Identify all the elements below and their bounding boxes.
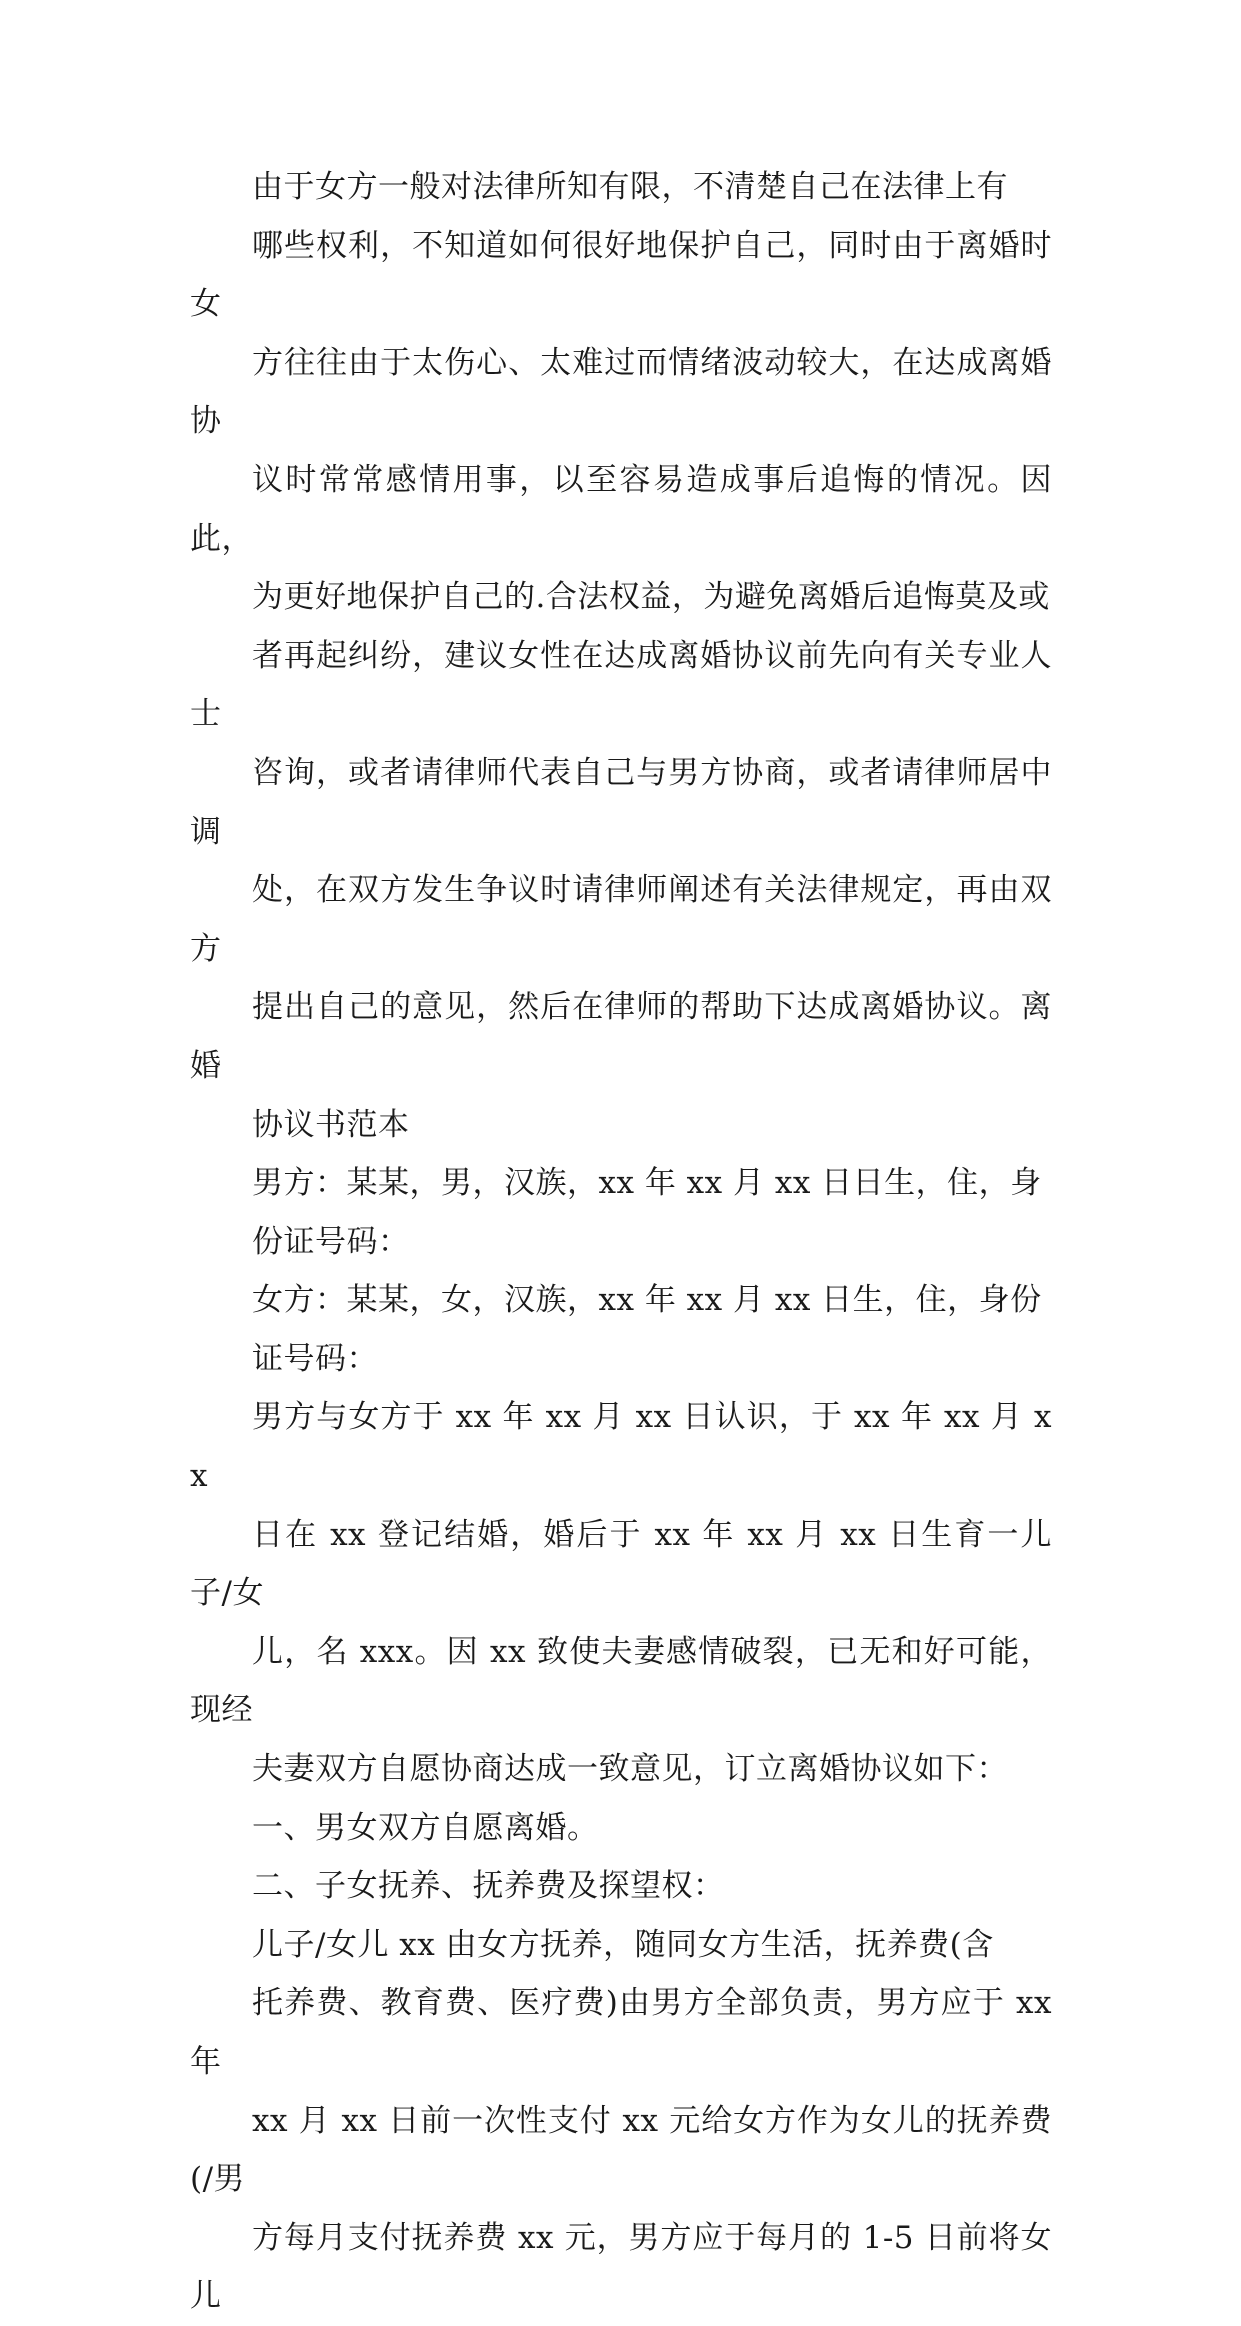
- text-line: 男方与女方于 xx 年 xx 月 xx 日认识，于 xx 年 xx 月 xx: [190, 1399, 1052, 1495]
- text-line: 由于女方一般对法律所知有限，不清楚自己在法律上有: [252, 169, 1008, 205]
- text-line: 协议书范本: [252, 1106, 410, 1143]
- text-line: 议时常常感情用事，以至容易造成事后追悔的情况。因此，: [190, 461, 1052, 557]
- text-line: 男方：某某，男，汉族，xx 年 xx 月 xx 日日生，住，身: [252, 1165, 1042, 1202]
- paragraph-male-party: [190, 1154, 1052, 1271]
- text-line: 方往往由于太伤心、太难过而情绪波动较大，在达成离婚协: [190, 344, 1052, 440]
- text-line: 二、子女抚养、抚养费及探望权：: [252, 1868, 725, 1905]
- text-line: 提出自己的意见，然后在律师的帮助下达成离婚协议。离婚: [190, 989, 1052, 1084]
- clause-one: [190, 1799, 1052, 1858]
- text-line: 处，在双方发生争议时请律师阐述有关法律规定，再由双方: [190, 872, 1052, 967]
- text-line: 方每月支付抚养费 xx 元，男方应于每月的 1-5 日前将女儿: [190, 2219, 1052, 2315]
- text-line: 者再起纠纷，建议女性在达成离婚协议前先向有关专业人士: [190, 637, 1052, 733]
- paragraph-female-party: [190, 1271, 1052, 1388]
- paragraph-marriage-facts: [190, 1388, 1052, 1798]
- text-line: xx 月 xx 日前一次性支付 xx 元给女方作为女儿的抚养费(/男: [190, 2102, 1052, 2198]
- text-line: 日在 xx 登记结婚，婚后于 xx 年 xx 月 xx 日生育一儿子/女: [190, 1516, 1052, 1612]
- text-line: 托养费、教育费、医疗费)由男方全部负责，男方应于 xx 年: [190, 1985, 1052, 2080]
- text-line: 咨询，或者请律师代表自己与男方协商，或者请律师居中调: [190, 754, 1052, 850]
- text-line: 为更好地保护自己的.合法权益，为避免离婚后追悔莫及或: [252, 579, 1050, 616]
- text-line: 一、男女双方自愿离婚。: [252, 1809, 599, 1846]
- document-body: [190, 158, 1052, 2326]
- text-line: 份证号码：: [252, 1223, 410, 1260]
- text-line: 哪些权利，不知道如何很好地保护自己，同时由于离婚时女: [190, 227, 1052, 323]
- text-line: 夫妻双方自愿协商达成一致意见，订立离婚协议如下：: [252, 1751, 1008, 1788]
- text-line: 证号码：: [252, 1340, 378, 1377]
- text-line: 女方：某某，女，汉族，xx 年 xx 月 xx 日生，住，身份: [252, 1282, 1042, 1319]
- text-line: 儿，名 xxx。因 xx 致使夫妻感情破裂，已无和好可能，现经: [190, 1633, 1052, 1729]
- paragraph-intro: [190, 158, 1052, 1154]
- paragraph-child-support: [190, 1916, 1052, 2326]
- clause-two-heading: [190, 1857, 1052, 1916]
- text-line: 儿子/女儿 xx 由女方抚养，随同女方生活，抚养费(含: [252, 1926, 994, 1963]
